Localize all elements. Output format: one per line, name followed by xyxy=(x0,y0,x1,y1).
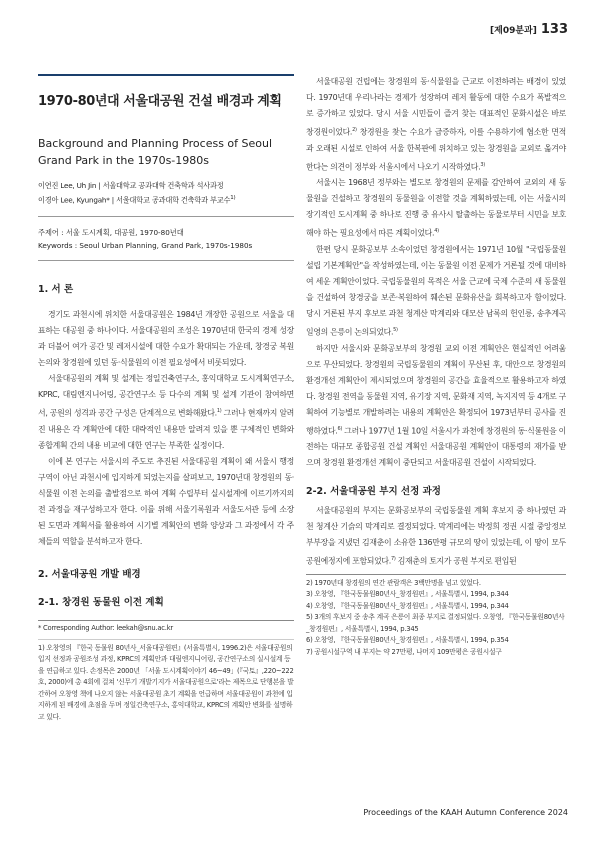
divider xyxy=(38,260,294,261)
section-label: [제09분과] xyxy=(490,26,537,36)
author-2: 이경아 Lee, Kyungah* | 서울대학교 공과대학 건축학과 부교수$^{1)}$ xyxy=(38,195,236,205)
keywords-ko: 주제어 : 서울 도시계획, 대공원, 1970-80년대 xyxy=(38,228,184,238)
keywords-en: Keywords : Seoul Urban Planning, Grand Park, 1970s-1980s xyxy=(38,241,253,251)
footnote-rule xyxy=(306,574,566,575)
left-column xyxy=(38,74,294,723)
paper-title-en: Background and Planning Process of Seoul Grand Park in the 1970s-1980s xyxy=(38,137,273,167)
section-heading-1: 1. 서 론 xyxy=(38,284,74,296)
divider xyxy=(38,216,294,217)
paragraph: 서울대공원 건립에는 창경원의 동·식물원을 근교로 이전하려는 배경이 있었다. 1970년대 우리나라는 경제가 성장하며 레저 활동에 대한 수요가 폭발적으로 증가하고 있었다. 당시 서울 시민들이 즐겨 찾는 대표적인 문화시설은 바로 창경원이었다.$^{2)}$ 창경원을 찾는 수요가 급증하자, 이를 수용하기에 협소한 면적과 오래된 시설로 인하여 서울 한복판에 위치하고 있는 창경원을 교외로 옮겨야 한다는 의견이 정부와 서울시에서 나오기 시작하였다.$^{3)}$ xyxy=(306,77,566,172)
paragraph: 이에 본 연구는 서울시의 주도로 추진된 서울대공원 계획이 왜 서울시 행정구역이 아닌 과천시에 입지하게 되었는지를 살펴보고, 1970년대 창경원의 동·식물원 이전 논의를 출발점으로 하여 계획 수립부터 실시설계에 이르기까지의 전 과정을 재구성하고자 한다. 이를 위해 서울기록원과 서울도서관 등에 소장된 도면과 계획서를 활용하여 시기별 계획안의 변화 양상과 그 과정에서 각 주체들의 역할을 분석하고자 한다. xyxy=(38,457,294,547)
footnote-6: 6) 오창영, 『한국동물원80년사_창경원편』, 서울특별시, 1994, p.354 xyxy=(306,636,509,645)
page-number: 133 xyxy=(540,22,568,37)
footnote-2: 2) 1970년대 창경원의 연간 관람객은 3백만명을 넘고 있었다. xyxy=(306,578,481,587)
running-header xyxy=(490,22,568,37)
footnote-1: 1) 오창영의 『한국 동물원 80년사_서울대공원편』(서울특별시, 1996.2)은 서울대공원의 입지 선정과 공원조성 과정, KPRC의 계획안과 대림엔지니어링, 공간연구소의 실시설계 등을 연급하고 있다. 손정목은 2000년 「서울 도시계획이야기 46~49」(『국토』,220~222호, 2000)에 총 4회에 걸쳐 '신무기 개발기지가 서울대공원으로'라는 제목으로 단행본을 발간하여 오창영 책에 나오지 않는 서울대공원 초기 계획을 언급하며 서울대공원이 과천에 입지하게 된 배경에 초점을 두며 정일건축연구소, 홍익대학교, KPRC의 계획안 변화를 설명하고 있다. xyxy=(38,643,294,721)
page-footer: Proceedings of the KAAH Autumn Conference 2024 xyxy=(363,808,568,817)
footnote-5: 5) 3개의 후보지 중 송추 계곡 은릉이 최종 부지로 결정되었다. 오창영, 『한국동물원80년사_창경원편』, 서울특별시, 1994, p.345 xyxy=(306,613,565,633)
paragraph: 경기도 과천시에 위치한 서울대공원은 1984년 개장한 공원으로 서울을 대표하는 대공원 중 하나이다. 서울대공원의 조성은 1970년대 한국의 경제 성장과 더불어 여가 공간 및 레저시설에 대한 수요가 확대되는 가운데, 창경궁 복원 논의와 창경원에 있던 동·식물원의 이전 필요성에서 비롯되었다. xyxy=(38,310,294,368)
corresponding-author: * Corresponding Author: leekah@snu.ac.kr xyxy=(38,624,173,633)
right-column xyxy=(306,74,566,658)
paragraph: 서울대공원의 부지는 문화공보부의 국립동물원 계획 후보지 중 하나였던 과천 청계산 기슭의 막계리로 결정되었다. 막계리에는 박정희 정권 시절 중앙정보부부장을 지냈던 김재춘이 소유한 136만평 규모의 땅이 있었는데, 이 땅이 모두 공원예정지에 포함되었다.$^{7)}$ 김재춘의 토지가 공원 부지로 편입된 xyxy=(306,506,566,566)
subsection-heading-2-2: 2-2. 서울대공원 부지 선정 과정 xyxy=(306,486,441,498)
paragraph: 서울대공원의 계획 및 설계는 정일건축연구소, 홍익대학교 도시계획연구소, KPRC, 대림엔지니어링, 공간연구소 등 다수의 계획 및 설계 기관이 참여하면서, 공원의 성격과 공간 구성은 단계적으로 변화해왔다.$^{1)}$ 그러나 현재까지 알려진 내용은 각 계획안에 대한 대략적인 내용만 알려져 있을 뿐 구체적인 변화와 종합계획 간의 내용 비교에 대한 연구는 부족한 실정이다. xyxy=(38,374,295,451)
paper-title: 1970-80년대 서울대공원 건설 배경과 계획 xyxy=(38,94,282,109)
subsection-heading-2-1: 2-1. 창경원 동물원 이전 계획 xyxy=(38,597,164,609)
footnote-rule xyxy=(38,620,294,621)
paragraph: 한편 당시 문화공보부 소속이었던 창경원에서는 1971년 10월 "국립동물원 설립 기본계획안"을 작성하였는데, 이는 동물원 이전 문제가 거론될 것에 대비하여 세운 계획안이었다. 국립동물원의 목적은 서울 근교에 국제 수준의 새 동물원을 건설하여 창경궁을 보존·복원하여 훼손된 문화유산을 회복하고자 함이었다. 당시 거론된 부지 후보로 과천 청계산 막계리와 대모산 남록의 헌인릉, 송추계곡 일영의 은릉이 논의되었다.$^{5)}$ xyxy=(306,244,566,337)
footnote-3: 3) 오창영, 『한국동물원80년사_창경원편』, 서울특별시, 1994, p.344 xyxy=(306,590,509,599)
author-1: 이연진 Lee, Uh Jin | 서울대학교 공과대학 건축학과 석사과정 xyxy=(38,181,224,190)
section-heading-2: 2. 서울대공원 개발 배경 xyxy=(38,569,141,581)
paragraph: 서울시는 1968년 정부와는 별도로 창경원의 문제를 감안하여 교외의 새 동물원을 건설하고 창경원의 동물원을 이전할 것을 계획하였는데, 이는 서울시의 장기적인 도시계획 중 하나로 진행 중 유사시 탈출하는 동물로부터 시민을 보호해야 하는 필요성에서 따른 계획이었다.$^{4)}$ xyxy=(306,178,566,238)
footnote-rule xyxy=(38,639,294,640)
title-rule xyxy=(38,74,294,76)
paragraph: 하지만 서울시와 문화공보부의 창경원 교외 이전 계획안은 현실적인 어려움으로 무산되었다. 창경원의 국립동물원의 계획이 무산된 후, 대안으로 창경원의 환경개선 계획안이 제시되었으며 창경원의 공간을 효율적으로 활용하고자 하였다. 창경원 전역을 동물원 지역, 유기장 지역, 문화재 지역, 녹지지역 등 4개로 구획하여 기능별로 개발하려는 내용의 계획안은 확정되어 1973년부터 공사를 진행하였다.$^{6)}$ 그러나 1977년 1월 10일 서울시가 과천에 창경원의 동·식물원을 이전하는 대규모 종합공원 건설 계획인 서울대공원 계획안이 대통령의 재가를 받으며 창경원 환경개선 계획이 중단되고 서울대공원 건설이 시작되었다. xyxy=(306,343,566,468)
footnote-7: 7) 공원시설구역 내 부지는 약 27만평, 나머지 109만평은 공원시설구 xyxy=(306,647,502,656)
footnote-4: 4) 오창영, 『한국동물원80년사_창경원편』, 서울특별시, 1994, p.344 xyxy=(306,601,509,610)
